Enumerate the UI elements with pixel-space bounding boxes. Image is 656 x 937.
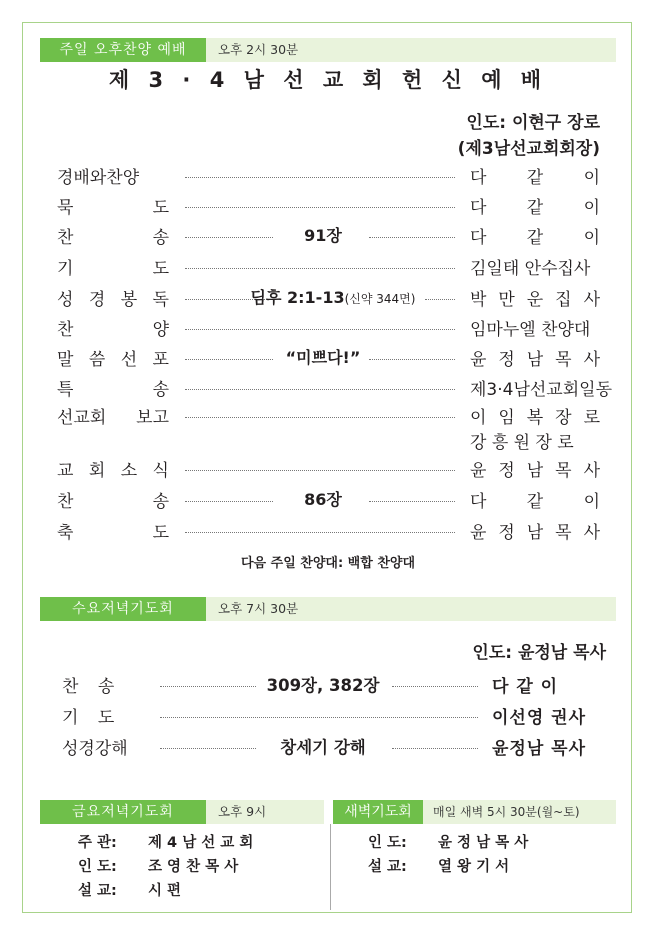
order-person-part: 로 — [583, 408, 600, 428]
info-key: 설 교: — [368, 859, 407, 875]
order-label-part: 송 — [152, 380, 169, 400]
order-label-part: 도 — [152, 198, 169, 218]
info-line — [368, 855, 509, 876]
info-key: 인 도: — [368, 835, 407, 851]
section-divider — [330, 824, 331, 910]
order-person-name — [470, 285, 600, 310]
order-person — [470, 223, 600, 248]
order-label-part: 축 — [57, 523, 74, 543]
order-person-name — [470, 456, 600, 481]
sunday-bar-label: 주일 오후찬양 예배 — [40, 38, 206, 62]
order-detail: 91장 — [304, 226, 342, 245]
order-person-part: 이 — [583, 492, 600, 512]
order-label — [57, 315, 169, 340]
order-label-part: 경 — [88, 290, 106, 310]
order-label — [57, 193, 169, 218]
order-label — [57, 487, 169, 512]
order-label — [57, 285, 169, 310]
order-label — [57, 345, 169, 370]
order-person-name — [470, 163, 600, 188]
info-value: 조 영 찬 목 사 — [148, 859, 239, 875]
order-detail: “미쁘다!” — [285, 348, 361, 367]
leader-dots — [369, 359, 455, 360]
order-label — [57, 254, 169, 279]
leader-dots — [425, 299, 455, 300]
order-row — [57, 375, 612, 405]
order-label-part: 포 — [152, 350, 169, 370]
order-person: 이선영 권사 — [492, 708, 587, 728]
order-person-part: 장 — [555, 408, 572, 428]
order-person-part: 윤 — [470, 523, 487, 543]
leader-dots — [369, 501, 455, 502]
order-person-name — [470, 223, 600, 248]
order-label: 찬 송 — [62, 677, 115, 697]
order-person — [470, 403, 600, 453]
order-row — [57, 518, 602, 548]
order-person — [470, 456, 600, 481]
order-person-part: 이 — [583, 198, 600, 218]
order-person-part: 다 — [470, 198, 487, 218]
order-person-part: 목 — [555, 523, 572, 543]
order-person-name-2: 강 흥 원 장 로 — [470, 433, 574, 453]
leader-dots — [185, 532, 455, 533]
order-label-part: 특 — [57, 380, 74, 400]
order-person — [470, 518, 600, 543]
order-row — [62, 703, 608, 733]
order-person-part: 임 — [498, 408, 515, 428]
order-row — [57, 254, 602, 284]
order-person-part: 사 — [583, 290, 600, 310]
order-person-part: 이 — [583, 228, 600, 248]
order-person-part: 집 — [555, 290, 572, 310]
info-line — [78, 831, 253, 852]
friday-time: 오후 9시 — [218, 804, 267, 819]
order-person — [470, 163, 600, 188]
order-row — [57, 193, 602, 223]
leader-dots — [392, 748, 478, 749]
order-person-name: 김일태 안수집사 — [470, 259, 591, 279]
order-person — [470, 487, 600, 512]
order-person-name: 제3·4남선교회일동 — [470, 380, 612, 400]
leader-dots — [392, 686, 478, 687]
order-person-part: 박 — [470, 290, 487, 310]
dawn-bar — [333, 800, 616, 824]
leader-dots — [185, 268, 455, 269]
order-person: 윤정남 목사 — [492, 739, 587, 759]
order-label-part: 찬 — [57, 492, 74, 512]
order-label-part: 선 — [120, 350, 138, 370]
order-label-part: 송 — [152, 228, 169, 248]
leader-dots — [185, 177, 455, 178]
order-label-part: 소 — [120, 461, 138, 481]
leader-dots — [160, 686, 256, 687]
order-label-part: 말 — [57, 350, 74, 370]
leader-dots — [185, 501, 273, 502]
leader-dots — [185, 329, 455, 330]
info-value: 열 왕 기 서 — [438, 859, 510, 875]
order-person-part: 남 — [526, 350, 544, 370]
order-label-part: 성 — [57, 290, 74, 310]
order-detail: 창세기 강해 — [280, 738, 366, 757]
order-person-part: 목 — [555, 350, 572, 370]
order-person-part: 목 — [555, 461, 572, 481]
wednesday-time: 오후 7시 30분 — [218, 601, 299, 616]
info-line — [78, 855, 238, 876]
info-value: 시 편 — [148, 883, 182, 899]
order-person-part: 이 — [470, 408, 487, 428]
order-label: 기 도 — [62, 708, 115, 728]
leader-dots — [369, 237, 455, 238]
order-person-part: 남 — [526, 461, 544, 481]
order-label-part: 선교회 — [57, 408, 107, 428]
order-detail: 309장, 382장 — [266, 676, 380, 695]
order-person-part: 만 — [498, 290, 515, 310]
order-label-part: 보고 — [136, 408, 169, 428]
order-label-part: 독 — [152, 290, 169, 310]
order-person-part: 남 — [526, 523, 544, 543]
order-person-part: 다 — [470, 492, 487, 512]
sunday-leader-org: (제3남선교회회장) — [457, 139, 600, 159]
order-row — [57, 487, 602, 517]
order-label — [57, 163, 169, 188]
order-label — [57, 518, 169, 543]
order-label — [57, 403, 169, 428]
friday-bar — [40, 800, 324, 824]
order-person-name — [470, 487, 600, 512]
order-person-part: 다 — [470, 228, 487, 248]
leader-dots — [185, 417, 455, 418]
order-row — [57, 223, 602, 253]
order-person-part: 운 — [526, 290, 544, 310]
sunday-time: 오후 2시 30분 — [218, 42, 299, 57]
order-detail: 86장 — [304, 490, 342, 509]
wednesday-bar-label: 수요저녁기도회 — [40, 597, 206, 621]
order-label-part: 기 — [57, 259, 74, 279]
order-row — [62, 734, 608, 764]
order-person-part: 사 — [583, 461, 600, 481]
leader-dots — [185, 237, 273, 238]
order-person — [470, 193, 600, 218]
order-person-part: 같 — [526, 228, 544, 248]
sunday-title: 제 3 · 4 남 선 교 회 헌 신 예 배 — [108, 68, 548, 92]
order-label-part: 봉 — [120, 290, 138, 310]
leader-dots — [185, 359, 273, 360]
order-person-part: 정 — [498, 350, 515, 370]
wednesday-leader: 인도: 윤정남 목사 — [472, 643, 606, 663]
order-person — [470, 254, 600, 279]
order-label-part: 식 — [152, 461, 169, 481]
wednesday-bar — [40, 597, 616, 621]
order-person-part: 사 — [583, 523, 600, 543]
order-person-part: 같 — [526, 198, 544, 218]
order-person — [470, 285, 600, 310]
order-label — [57, 375, 169, 400]
order-label-part: 도 — [152, 259, 169, 279]
order-label-part: 도 — [152, 523, 169, 543]
order-person-part: 정 — [498, 461, 515, 481]
order-person-name — [470, 193, 600, 218]
leader-dots — [185, 207, 455, 208]
info-line — [368, 831, 528, 852]
leader-dots — [160, 748, 256, 749]
order-person-part: 이 — [583, 168, 600, 188]
order-person-part: 윤 — [470, 350, 487, 370]
order-person-name — [470, 403, 600, 428]
dawn-bar-label: 새벽기도회 — [333, 800, 423, 824]
order-person — [470, 345, 600, 370]
order-label-part: 경배와찬양 — [57, 168, 140, 188]
leader-dots — [185, 389, 455, 390]
info-key: 인 도: — [78, 859, 117, 875]
order-person-part: 같 — [526, 492, 544, 512]
order-person-part: 윤 — [470, 461, 487, 481]
order-person-part: 같 — [526, 168, 544, 188]
order-label-part: 찬 — [57, 320, 74, 340]
leader-dots — [160, 717, 478, 718]
info-key: 설 교: — [78, 883, 117, 899]
order-row — [57, 403, 602, 453]
order-person-name: 임마누엘 찬양대 — [470, 320, 591, 340]
order-label-part: 교 — [57, 461, 74, 481]
order-label-part: 찬 — [57, 228, 74, 248]
order-label-part: 양 — [152, 320, 169, 340]
order-row — [57, 345, 602, 375]
next-choir-note: 다음 주일 찬양대: 백합 찬양대 — [241, 556, 415, 571]
order-label-part: 씀 — [88, 350, 106, 370]
info-value: 윤 정 남 목 사 — [438, 835, 529, 851]
dawn-time: 매일 새벽 5시 30분(월~토) — [433, 805, 580, 819]
friday-bar-label: 금요저녁기도회 — [40, 800, 206, 824]
order-person-part: 복 — [526, 408, 544, 428]
order-row — [57, 285, 602, 315]
sunday-bar — [40, 38, 616, 62]
order-person-name — [470, 518, 600, 543]
order-person-part: 다 — [470, 168, 487, 188]
order-label: 성경강해 — [62, 739, 128, 759]
order-detail-note: (신약 344면) — [344, 292, 416, 306]
order-row — [57, 315, 602, 345]
order-label-part: 회 — [88, 461, 106, 481]
order-person-part: 사 — [583, 350, 600, 370]
order-row — [57, 163, 602, 193]
order-row — [57, 456, 602, 486]
order-person-name — [470, 345, 600, 370]
order-person-part: 정 — [498, 523, 515, 543]
info-key: 주 관: — [78, 835, 117, 851]
sunday-leader: 인도: 이현구 장로 — [466, 113, 600, 133]
order-label-part: 묵 — [57, 198, 74, 218]
info-value: 제 4 남 선 교 회 — [148, 835, 254, 851]
order-row — [62, 672, 608, 702]
order-label — [57, 223, 169, 248]
info-line — [78, 879, 181, 900]
order-person — [470, 315, 600, 340]
order-person — [470, 375, 612, 400]
order-person: 다 같 이 — [492, 677, 559, 697]
order-detail: 딤후 2:1-13(신약 344면) — [250, 288, 416, 307]
order-label-part: 송 — [152, 492, 169, 512]
leader-dots — [185, 470, 455, 471]
order-label — [57, 456, 169, 481]
